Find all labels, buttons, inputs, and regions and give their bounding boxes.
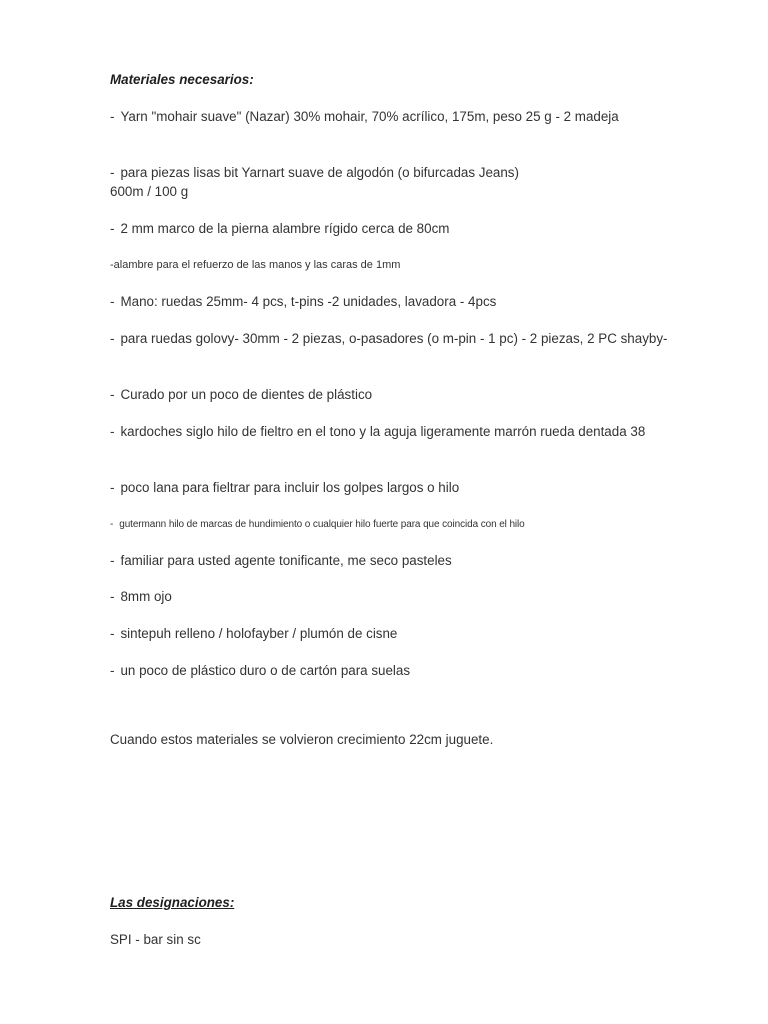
list-item	[110, 624, 397, 643]
list-item	[110, 219, 449, 238]
list-item-text: 2 mm marco de la pierna alambre rígido cerca de 80cm	[120, 221, 450, 236]
designations-heading: Las designaciones:	[110, 895, 235, 910]
list-dash: -	[110, 480, 115, 495]
list-item-text: Curado por un poco de dientes de plástico	[120, 387, 373, 402]
list-dash: -	[110, 294, 115, 309]
list-dash: -	[110, 519, 114, 530]
list-item	[110, 385, 372, 404]
list-item	[110, 107, 619, 126]
materials-heading: Materiales necesarios:	[110, 72, 254, 87]
list-item	[110, 163, 519, 182]
list-item	[110, 661, 410, 680]
list-dash: -	[110, 331, 115, 346]
list-dash: -	[110, 553, 115, 568]
list-item-continuation: 600m / 100 g	[110, 184, 189, 199]
list-dash: -	[110, 221, 115, 236]
list-item-text: gutermann hilo de marcas de hundimiento o cualquier hilo fuerte para que coincida con el hilo	[119, 519, 525, 530]
list-item-text: poco lana para fieltrar para incluir los golpes largos o hilo	[120, 480, 460, 495]
list-item-text: kardoches siglo hilo de fieltro en el tono y la aguja ligeramente marrón rueda dentada 38	[120, 424, 646, 439]
list-item-text: 8mm ojo	[120, 589, 172, 604]
list-item-text: Yarn "mohair suave" (Nazar) 30% mohair, 70% acrílico, 175m, peso 25 g - 2 madeja	[120, 109, 619, 124]
list-item	[110, 256, 400, 275]
list-item	[110, 329, 668, 348]
list-item-text: un poco de plástico duro o de cartón para suelas	[120, 663, 411, 678]
list-item-text: Mano: ruedas 25mm- 4 pcs, t-pins -2 unidades, lavadora - 4pcs	[120, 294, 497, 309]
summary-text: Cuando estos materiales se volvieron crecimiento 22cm juguete.	[110, 732, 494, 747]
list-item	[110, 478, 459, 497]
designation-item: SPI - bar sin sc	[110, 932, 201, 947]
list-item	[110, 587, 172, 606]
list-dash: -	[110, 387, 115, 402]
list-dash: -	[110, 109, 115, 124]
list-dash: -	[110, 259, 114, 271]
list-item-text: para piezas lisas bit Yarnart suave de algodón (o bifurcadas Jeans)	[120, 165, 519, 180]
list-item-text: para ruedas golovy- 30mm - 2 piezas, o-pasadores (o m-pin - 1 pc) - 2 piezas, 2 PC shayby-	[120, 331, 668, 346]
list-item-text: familiar para usted agente tonificante, me seco pasteles	[120, 553, 452, 568]
list-item	[110, 292, 496, 311]
list-item-text: sintepuh relleno / holofayber / plumón de cisne	[120, 626, 398, 641]
list-dash: -	[110, 626, 115, 641]
list-dash: -	[110, 663, 115, 678]
list-dash: -	[110, 589, 115, 604]
list-item-text: alambre para el refuerzo de las manos y las caras de 1mm	[113, 259, 401, 271]
list-item	[110, 515, 525, 534]
list-item	[110, 422, 645, 441]
list-dash: -	[110, 165, 115, 180]
list-dash: -	[110, 424, 115, 439]
list-item	[110, 551, 452, 570]
